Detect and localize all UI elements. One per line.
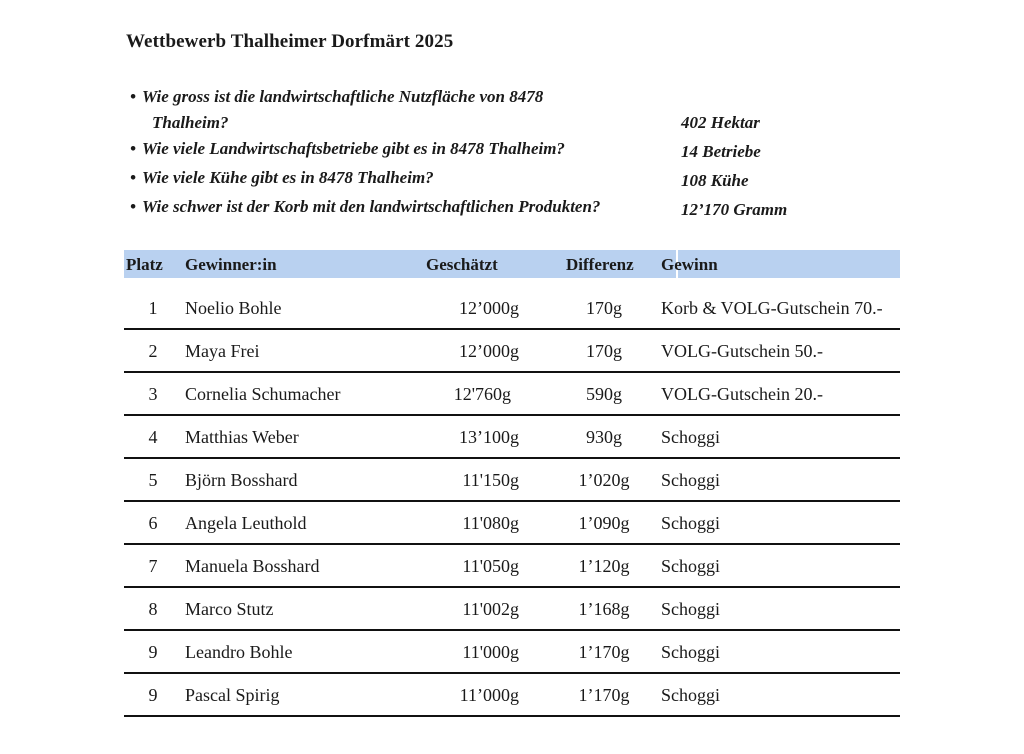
difference: 1’170g [578,685,630,705]
prize: VOLG-Gutschein 50.- [661,341,823,361]
bullet: • [130,139,136,158]
header-platz: Platz [126,255,163,274]
table-row [124,330,900,373]
page-title: Wettbewerb Thalheimer Dorfmärt 2025 [126,31,454,52]
winner-name: Björn Bosshard [185,470,298,490]
question-4 [130,197,600,217]
difference: 590g [586,384,622,404]
difference: 170g [586,298,622,318]
table-row [124,588,900,631]
question-text: Wie viele Landwirtschaftsbetriebe gibt es in 8478 Thalheim? [142,139,565,158]
estimate: 11'000g [462,642,519,662]
header-prize: Gewinn [661,255,718,274]
question-text: Thalheim? [152,113,229,132]
rank: 9 [148,642,158,662]
table-row [124,545,900,588]
estimate: 11’000g [459,685,519,705]
difference: 1’020g [578,470,630,490]
rank: 9 [148,685,158,705]
prize: VOLG-Gutschein 20.- [661,384,823,404]
rank: 7 [148,556,158,576]
answer-3: 108 Kühe [681,171,749,190]
prize: Schoggi [661,513,721,533]
winner-name: Angela Leuthold [185,513,307,533]
question-1-continued [130,113,229,133]
rank: 5 [148,470,158,490]
answer-1: 402 Hektar [681,113,760,132]
estimate: 11'050g [462,556,519,576]
prize: Schoggi [661,685,721,705]
rank: 1 [148,298,158,318]
winner-name: Matthias Weber [185,427,299,447]
winner-name: Pascal Spirig [185,685,280,705]
estimate: 11'002g [462,599,519,619]
estimate: 12'760g [453,384,511,404]
rank: 8 [148,599,158,619]
table-row [124,416,900,459]
difference: 1’168g [578,599,630,619]
estimate: 13’100g [459,427,519,447]
bullet: • [130,87,136,106]
prize: Schoggi [661,642,721,662]
header-estimate: Geschätzt [426,255,498,274]
question-text: Wie schwer ist der Korb mit den landwirtschaftlichen Produkten? [142,197,601,216]
winner-name: Manuela Bosshard [185,556,320,576]
difference: 1’170g [578,642,630,662]
table-row [124,674,900,717]
rank: 6 [148,513,158,533]
question-text: Wie gross ist die landwirtschaftliche Nutzfläche von 8478 [142,87,544,106]
winner-name: Noelio Bohle [185,298,282,318]
question-2 [130,139,565,159]
rank: 2 [148,341,158,361]
question-3 [130,168,434,188]
answer-2: 14 Betriebe [681,142,761,161]
prize: Korb & VOLG-Gutschein 70.- [661,298,883,318]
difference: 930g [586,427,622,447]
answer-4: 12’170 Gramm [681,200,788,219]
prize: Schoggi [661,470,721,490]
question-1 [130,87,543,107]
rank: 3 [148,384,158,404]
rank: 4 [148,427,158,447]
table-row [124,502,900,545]
bullet: • [130,197,136,216]
header-difference: Differenz [566,255,634,274]
estimate: 11'080g [462,513,519,533]
bullet: • [130,168,136,187]
table-row [124,287,900,330]
header-name: Gewinner:in [185,255,277,274]
prize: Schoggi [661,556,721,576]
difference: 170g [586,341,622,361]
winner-name: Marco Stutz [185,599,274,619]
prize: Schoggi [661,599,721,619]
estimate: 11'150g [462,470,519,490]
difference: 1’090g [578,513,630,533]
table-row [124,459,900,502]
prize: Schoggi [661,427,721,447]
estimate: 12’000g [459,341,519,361]
winner-name: Maya Frei [185,341,260,361]
question-text: Wie viele Kühe gibt es in 8478 Thalheim? [142,168,434,187]
winner-name: Leandro Bohle [185,642,293,662]
estimate: 12’000g [459,298,519,318]
table-row [124,631,900,674]
difference: 1’120g [578,556,630,576]
table-row [124,373,900,416]
winner-name: Cornelia Schumacher [185,384,341,404]
